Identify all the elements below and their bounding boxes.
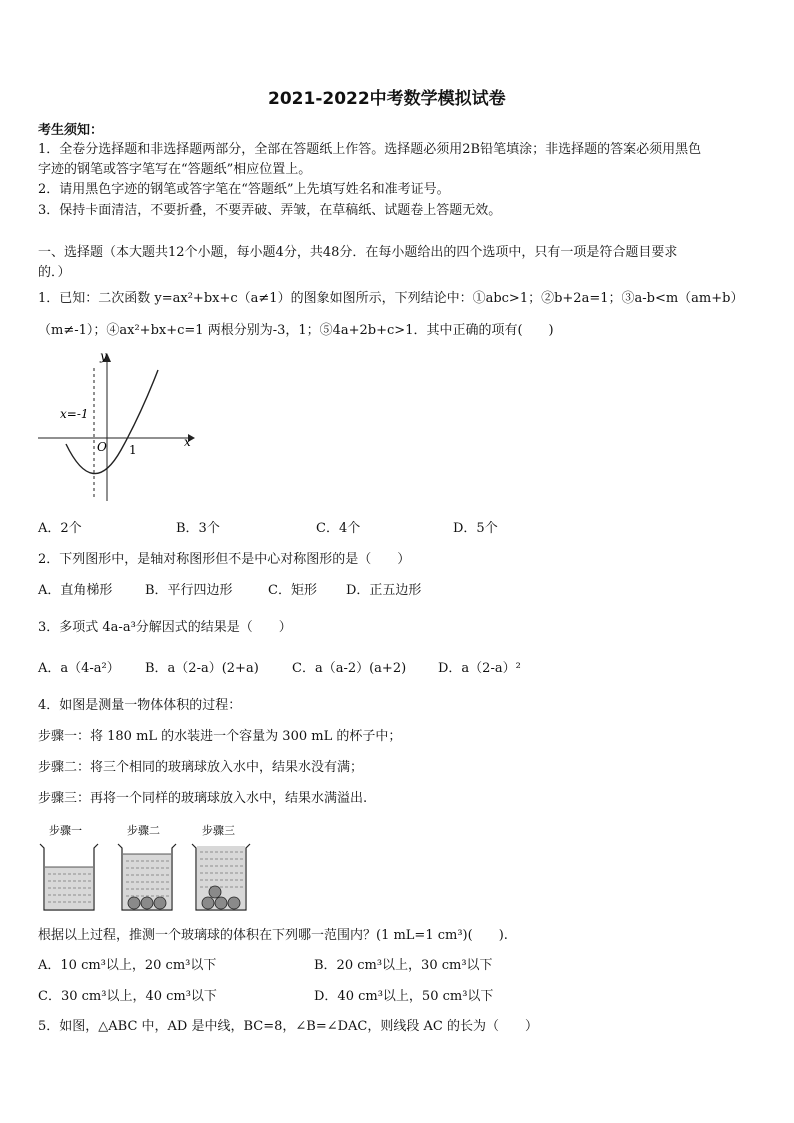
q2-option-b: B．平行四边形 <box>145 583 233 598</box>
question-2-stem: 2．下列图形中，是轴对称图形但不是中心对称图形的是（ ） <box>38 552 411 567</box>
beaker-step-1 <box>40 844 98 910</box>
q2-option-a: A．直角梯形 <box>38 583 113 598</box>
q1-option-b: B．3个 <box>176 521 220 536</box>
q2-option-c: C．矩形 <box>268 583 317 598</box>
q4-option-c: C．30 cm³以上，40 cm³以下 <box>38 989 217 1004</box>
q1-option-d: D．5个 <box>453 521 498 536</box>
tick-label-1: 1 <box>129 443 137 457</box>
notice-heading: 考生须知： <box>38 123 104 138</box>
question-3-stem: 3．多项式 4a-a³分解因式的结果是（ ） <box>38 620 292 635</box>
beaker-step-3 <box>192 844 250 910</box>
q3-option-a: A．a（4-a²） <box>38 661 120 676</box>
page-title: 2021-2022中考数学模拟试卷 <box>268 89 506 109</box>
question-1-stem-cont: （m≠-1）；④ax²+bx+c=1 两根分别为-3，1；⑤4a+2b+c>1．其中正确的项有( ) <box>38 323 554 338</box>
notice-item-2: 2．请用黑色字迹的钢笔或答字笔在“答题纸”上先填写姓名和准考证号。 <box>38 182 450 197</box>
beaker-step-2 <box>118 844 176 910</box>
q1-option-a: A．2个 <box>38 521 82 536</box>
q4-step-3: 步骤三：再将一个同样的玻璃球放入水中，结果水满溢出. <box>38 791 368 806</box>
section-heading-cont: 的．） <box>38 265 71 280</box>
origin-label: O <box>97 440 107 454</box>
q4-option-a: A．10 cm³以上，20 cm³以下 <box>38 958 217 973</box>
notice-item-3: 3．保持卡面清洁，不要折叠，不要弄破、弄皱，在草稿纸、试题卷上答题无效。 <box>38 203 502 218</box>
x-axis-label: x <box>184 435 191 449</box>
q4-option-d: D．40 cm³以上，50 cm³以下 <box>314 989 494 1004</box>
parabola-graph <box>36 348 198 504</box>
beaker-label-2: 步骤二 <box>127 824 160 837</box>
notice-item-1: 1．全卷分选择题和非选择题两部分，全部在答题纸上作答。选择题必须用2B铅笔填涂；非选择题的答案必须用黑色 <box>38 142 702 157</box>
symmetry-axis-label: x=-1 <box>60 407 89 421</box>
section-heading: 一、选择题（本大题共12个小题，每小题4分，共48分．在每小题给出的四个选项中，只有一项是符合题目要求 <box>38 245 678 260</box>
notice-item-1-cont: 字迹的钢笔或答字笔写在“答题纸”相应位置上。 <box>38 162 312 177</box>
q4-step-1: 步骤一：将 180 mL 的水装进一个容量为 300 mL 的杯子中； <box>38 729 402 744</box>
beaker-label-1: 步骤一 <box>49 824 82 837</box>
beaker-figure <box>36 822 256 914</box>
question-4-stem: 4．如图是测量一物体体积的过程： <box>38 698 242 713</box>
q3-option-d: D．a（2-a）² <box>438 661 521 676</box>
q3-option-c: C．a（a-2）(a+2) <box>292 661 407 676</box>
q1-option-c: C．4个 <box>316 521 361 536</box>
y-axis-label: y <box>100 349 107 363</box>
beaker-label-3: 步骤三 <box>202 824 235 837</box>
q4-step-2: 步骤二：将三个相同的玻璃球放入水中，结果水没有满； <box>38 760 364 775</box>
q2-option-d: D．正五边形 <box>346 583 422 598</box>
q4-option-b: B．20 cm³以上，30 cm³以下 <box>314 958 493 973</box>
q3-option-b: B．a（2-a）(2+a) <box>145 661 259 676</box>
q4-question: 根据以上过程，推测一个玻璃球的体积在下列哪一范围内？(1 mL=1 cm³)( ). <box>38 928 508 943</box>
question-5-stem: 5．如图，△ABC 中，AD 是中线，BC=8，∠B=∠DAC，则线段 AC 的长为（ ） <box>38 1019 538 1034</box>
question-1-stem: 1．已知：二次函数 y=ax²+bx+c（a≠1）的图象如图所示，下列结论中：①abc>1；②b+2a=1；③a-b<m（am+b） <box>38 291 744 306</box>
